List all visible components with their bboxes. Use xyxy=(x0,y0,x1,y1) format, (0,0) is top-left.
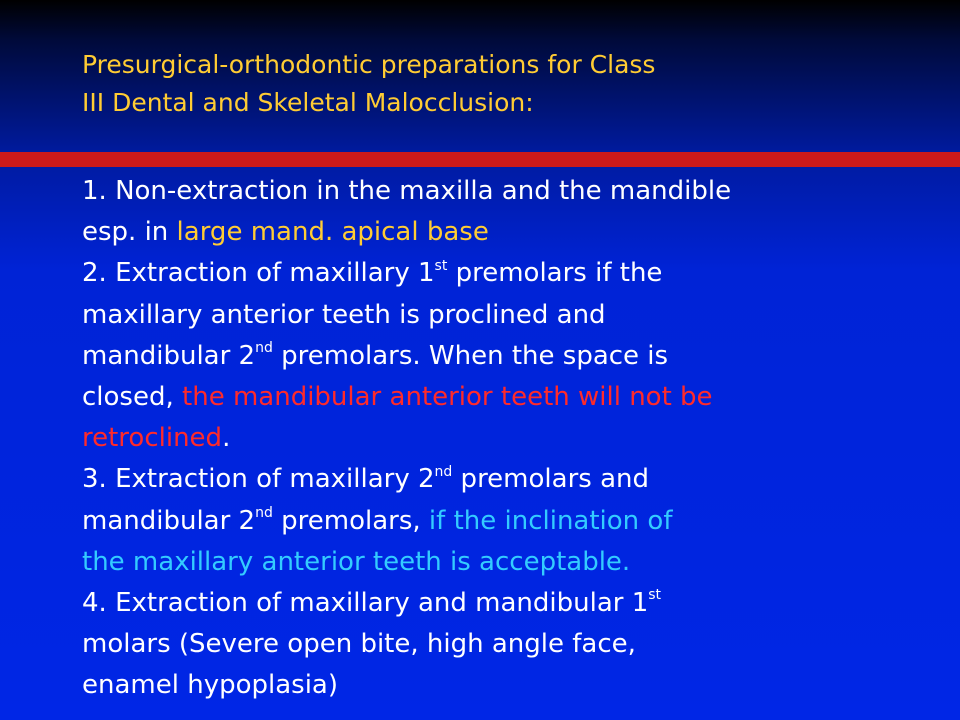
item2-superscript-2: nd xyxy=(255,340,273,357)
item2-line-4 xyxy=(82,377,952,418)
item1-line-2 xyxy=(82,212,952,253)
item2-line-2: maxillary anterior teeth is proclined and xyxy=(82,299,606,330)
item4-superscript: st xyxy=(648,587,662,604)
item2-text-f: . xyxy=(222,423,231,454)
list-item-4 xyxy=(82,583,952,707)
item3-superscript: nd xyxy=(434,463,453,480)
item1-line-1: 1. Non-extraction in the maxilla and the mandible xyxy=(82,176,732,206)
list-item-2 xyxy=(82,253,952,459)
item3-line-2 xyxy=(82,501,952,542)
item3-text-b: premolars and xyxy=(452,464,649,495)
title-divider xyxy=(0,152,960,167)
item2-line-1 xyxy=(82,253,952,294)
list-item-3 xyxy=(82,459,952,583)
item2-text-b: premolars if the xyxy=(447,258,663,289)
item1-text: esp. in xyxy=(82,217,177,248)
item3-highlight: if the inclination of xyxy=(428,505,673,536)
title-line-1: Presurgical-orthodontic preparations for Class xyxy=(82,50,656,79)
item2-text-e: closed, xyxy=(82,382,183,413)
title-line-2: III Dental and Skeletal Malocclusion: xyxy=(82,88,534,117)
item2-text-d: premolars. When the space is xyxy=(272,340,669,371)
slide-body xyxy=(82,171,952,707)
item3-text-c: mandibular 2 xyxy=(82,505,256,536)
item2-line-5 xyxy=(82,418,952,459)
item4-line-2: molars (Severe open bite, high angle face, xyxy=(82,629,636,660)
item3-line-3: the maxillary anterior teeth is acceptable. xyxy=(82,546,631,577)
slide-title xyxy=(82,46,922,122)
item4-line-1 xyxy=(82,583,952,624)
item2-highlight: the mandibular anterior teeth will not be xyxy=(182,382,713,413)
item2-text-a: 2. Extraction of maxillary 1 xyxy=(82,258,435,289)
item4-line-3: enamel hypoplasia) xyxy=(82,670,339,701)
item3-superscript-2: nd xyxy=(255,504,273,521)
item1-highlight: large mand. apical base xyxy=(176,217,489,248)
item2-superscript: st xyxy=(434,257,448,274)
item2-highlight-2: retroclined xyxy=(82,423,223,454)
item3-text-d: premolars, xyxy=(272,505,429,536)
item4-text-a: 4. Extraction of maxillary and mandibular 1 xyxy=(82,588,649,619)
list-item-1 xyxy=(82,171,952,253)
item3-line-1 xyxy=(82,459,952,500)
item2-text-c: mandibular 2 xyxy=(82,340,256,371)
item2-line-3 xyxy=(82,336,952,377)
item3-text-a: 3. Extraction of maxillary 2 xyxy=(82,464,435,495)
